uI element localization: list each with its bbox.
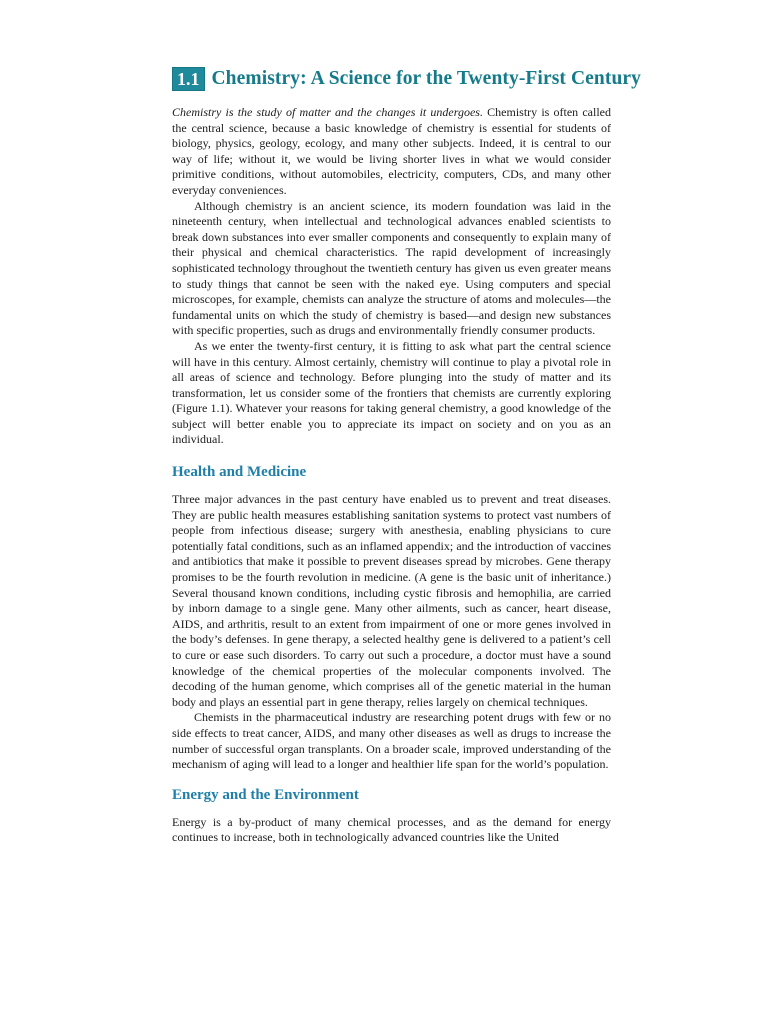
health-heading: Health and Medicine — [172, 464, 307, 481]
definition-lead: Chemistry is the study of matter and the changes it undergoes. — [172, 105, 483, 119]
energy-paragraph-1: Energy is a by-product of many chemical processes, and as the demand for energy continues to increase, both in technologically advanced countries like the United — [172, 814, 611, 845]
section-number-badge: 1.1 — [172, 67, 205, 91]
page-content — [172, 66, 641, 846]
health-paragraph-2: Chemists in the pharmaceutical industry are researching potent drugs with few or no side effects to treat cancer, AIDS, and many other diseases as well as drugs to increase the number of successful organ transplants. On a broader scale, improved understanding of the mechanism of aging will lead to a longer and healthier life span for the world’s population. — [172, 710, 611, 772]
energy-heading: Energy and the Environment — [172, 786, 359, 803]
section-heading — [172, 66, 641, 92]
health-paragraph-1: Three major advances in the past century have enabled us to prevent and treat diseases. They are public health measures establishing sanitation systems to protect vast numbers of people from infectious disease; surgery with anesthesia, enabling physicians to cure potentially fatal conditions, such as an inflamed appendix; and the introduction of vaccines and antibiotics that make it possible to prevent diseases spread by microbes. Gene therapy promises to be the fourth revolution in medicine. (A gene is the basic unit of inheritance.) Several thousand known conditions, including cystic fibrosis and hemophilia, are carried by inborn damage to a single gene. Many other ailments, such as cancer, heart disease, AIDS, and arthritis, result to an extent from impairment of one or more genes involved in the body’s defenses. In gene therapy, a selected healthy gene is delivered to a patient’s cell to cure or ease such disorders. To carry out such a procedure, a doctor must have a sound knowledge of the chemical properties of the molecular components involved. The decoding of the human genome, which comprises all of the genetic material in the human body and plays an essential part in gene therapy, relies largely on chemical techniques. — [172, 492, 611, 709]
section-title: Chemistry: A Science for the Twenty-First Century — [211, 68, 641, 89]
intro-paragraph-1-text: Chemistry is often called the central science, because a basic knowledge of chemistry is essential for students of biology, physics, geology, ecology, and many other subjects. Indeed, it is central to our way of life; without it, we would be living shorter lives in what we would consider primitive conditions, without automobiles, electricity, computers, CDs, and many other everyday conveniences. — [172, 105, 612, 197]
intro-paragraph-3: As we enter the twenty-first century, it is fitting to ask what part the central science will have in this century. Almost certainly, chemistry will continue to play a pivotal role in all areas of science and technology. Before plunging into the study of matter and its transformation, let us consider some of the frontiers that chemists are currently exploring (Figure 1.1). Whatever your reasons for taking general chemistry, a good knowledge of the subject will better enable you to appreciate its impact on society and on you as an individual. — [172, 338, 611, 447]
intro-paragraph-1 — [172, 105, 611, 199]
intro-paragraph-2: Although chemistry is an ancient science, its modern foundation was laid in the nineteenth century, when intellectual and technological advances enabled scientists to break down substances into ever smaller components and consequently to explain many of their physical and chemical characteristics. The rapid development of increasingly sophisticated technology throughout the twentieth century has given us even greater means to study things that cannot be seen with the naked eye. Using computers and special microscopes, for example, chemists can analyze the structure of atoms and molecules—the fundamental units on which the study of chemistry is based—and design new substances with specific properties, such as drugs and environmentally friendly consumer products. — [172, 198, 611, 338]
